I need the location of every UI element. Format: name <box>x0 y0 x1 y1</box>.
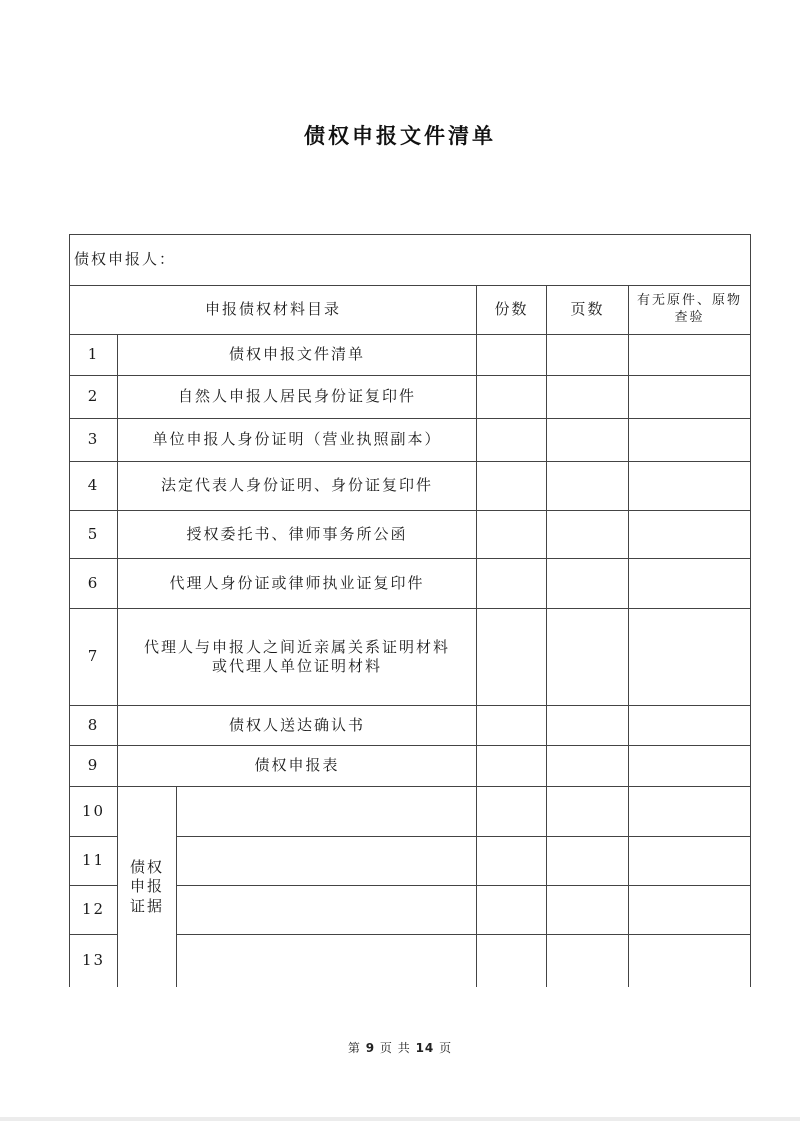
copies-cell[interactable] <box>477 837 547 886</box>
evidence-item-cell[interactable] <box>177 837 477 886</box>
original-cell[interactable] <box>629 746 751 787</box>
copies-cell[interactable] <box>477 376 547 419</box>
table-row <box>70 609 751 706</box>
applicant-row <box>70 235 751 286</box>
scan-edge <box>0 1117 800 1121</box>
footer-total-pages: 14 <box>415 1041 435 1055</box>
row-item-line: 代理人与申报人之间近亲属关系证明材料 <box>143 637 450 656</box>
row-number: 12 <box>70 886 118 935</box>
copies-cell[interactable] <box>477 886 547 935</box>
pages-cell[interactable] <box>547 335 629 376</box>
copies-cell[interactable] <box>477 746 547 787</box>
evidence-item-cell[interactable] <box>177 886 477 935</box>
copies-cell[interactable] <box>477 419 547 462</box>
original-cell[interactable] <box>629 462 751 511</box>
row-item: 授权委托书、律师事务所公函 <box>118 511 477 559</box>
row-number: 10 <box>70 787 118 837</box>
copies-cell[interactable] <box>477 706 547 746</box>
row-item-line: 或代理人单位证明材料 <box>211 657 382 675</box>
table-row <box>70 746 751 787</box>
pages-cell[interactable] <box>547 462 629 511</box>
footer-current-page: 9 <box>365 1041 376 1055</box>
copies-cell[interactable] <box>477 559 547 609</box>
pages-cell[interactable] <box>547 559 629 609</box>
pages-cell[interactable] <box>547 706 629 746</box>
row-number: 8 <box>70 706 118 746</box>
row-number: 3 <box>70 419 118 462</box>
original-cell[interactable] <box>629 376 751 419</box>
table-row <box>70 511 751 559</box>
header-materials: 申报债权材料目录 <box>70 286 477 335</box>
copies-cell[interactable] <box>477 787 547 837</box>
row-item: 法定代表人身份证明、身份证复印件 <box>118 462 477 511</box>
copies-cell[interactable] <box>477 609 547 706</box>
row-item: 代理人身份证或律师执业证复印件 <box>118 559 477 609</box>
header-pages: 页数 <box>547 286 629 335</box>
header-copies: 份数 <box>477 286 547 335</box>
row-number: 2 <box>70 376 118 419</box>
original-cell[interactable] <box>629 511 751 559</box>
original-cell[interactable] <box>629 935 751 987</box>
footer-prefix: 第 <box>347 1041 361 1055</box>
evidence-label-line: 证据 <box>129 896 164 915</box>
original-cell[interactable] <box>629 787 751 837</box>
copies-cell[interactable] <box>477 462 547 511</box>
header-original: 有无原件、原物查验 <box>629 286 751 335</box>
row-number: 13 <box>70 935 118 987</box>
row-item: 债权申报文件清单 <box>118 335 477 376</box>
row-number: 11 <box>70 837 118 886</box>
table-row <box>70 559 751 609</box>
original-cell[interactable] <box>629 609 751 706</box>
row-item: 债权人送达确认书 <box>118 706 477 746</box>
claim-documents-table <box>69 234 751 987</box>
row-item: 自然人申报人居民身份证复印件 <box>118 376 477 419</box>
copies-cell[interactable] <box>477 335 547 376</box>
table-row <box>70 335 751 376</box>
pages-cell[interactable] <box>547 787 629 837</box>
evidence-row <box>70 787 751 837</box>
pages-cell[interactable] <box>547 746 629 787</box>
copies-cell[interactable] <box>477 935 547 987</box>
original-cell[interactable] <box>629 706 751 746</box>
applicant-label: 债权申报人： <box>74 250 177 269</box>
page-footer <box>0 1039 800 1056</box>
original-cell[interactable] <box>629 886 751 935</box>
table-row <box>70 376 751 419</box>
table-row <box>70 462 751 511</box>
pages-cell[interactable] <box>547 419 629 462</box>
original-cell[interactable] <box>629 335 751 376</box>
row-number: 4 <box>70 462 118 511</box>
row-item <box>118 609 477 706</box>
evidence-label <box>118 787 177 987</box>
table-row <box>70 706 751 746</box>
evidence-label-line: 申报 <box>129 877 164 895</box>
row-number: 7 <box>70 609 118 706</box>
table-row <box>70 419 751 462</box>
evidence-item-cell[interactable] <box>177 787 477 837</box>
original-cell[interactable] <box>629 559 751 609</box>
row-item: 单位申报人身份证明（营业执照副本） <box>118 419 477 462</box>
applicant-cell[interactable] <box>70 235 751 286</box>
row-item: 债权申报表 <box>118 746 477 787</box>
footer-middle: 页 共 <box>379 1041 411 1055</box>
row-number: 1 <box>70 335 118 376</box>
copies-cell[interactable] <box>477 511 547 559</box>
pages-cell[interactable] <box>547 376 629 419</box>
row-number: 5 <box>70 511 118 559</box>
evidence-item-cell[interactable] <box>177 935 477 987</box>
original-cell[interactable] <box>629 837 751 886</box>
pages-cell[interactable] <box>547 935 629 987</box>
pages-cell[interactable] <box>547 511 629 559</box>
pages-cell[interactable] <box>547 837 629 886</box>
header-row <box>70 286 751 335</box>
original-cell[interactable] <box>629 419 751 462</box>
row-number: 6 <box>70 559 118 609</box>
evidence-label-line: 债权 <box>129 857 164 876</box>
row-number: 9 <box>70 746 118 787</box>
page-title: 债权申报文件清单 <box>304 124 496 148</box>
pages-cell[interactable] <box>547 886 629 935</box>
footer-suffix: 页 <box>439 1041 453 1055</box>
pages-cell[interactable] <box>547 609 629 706</box>
